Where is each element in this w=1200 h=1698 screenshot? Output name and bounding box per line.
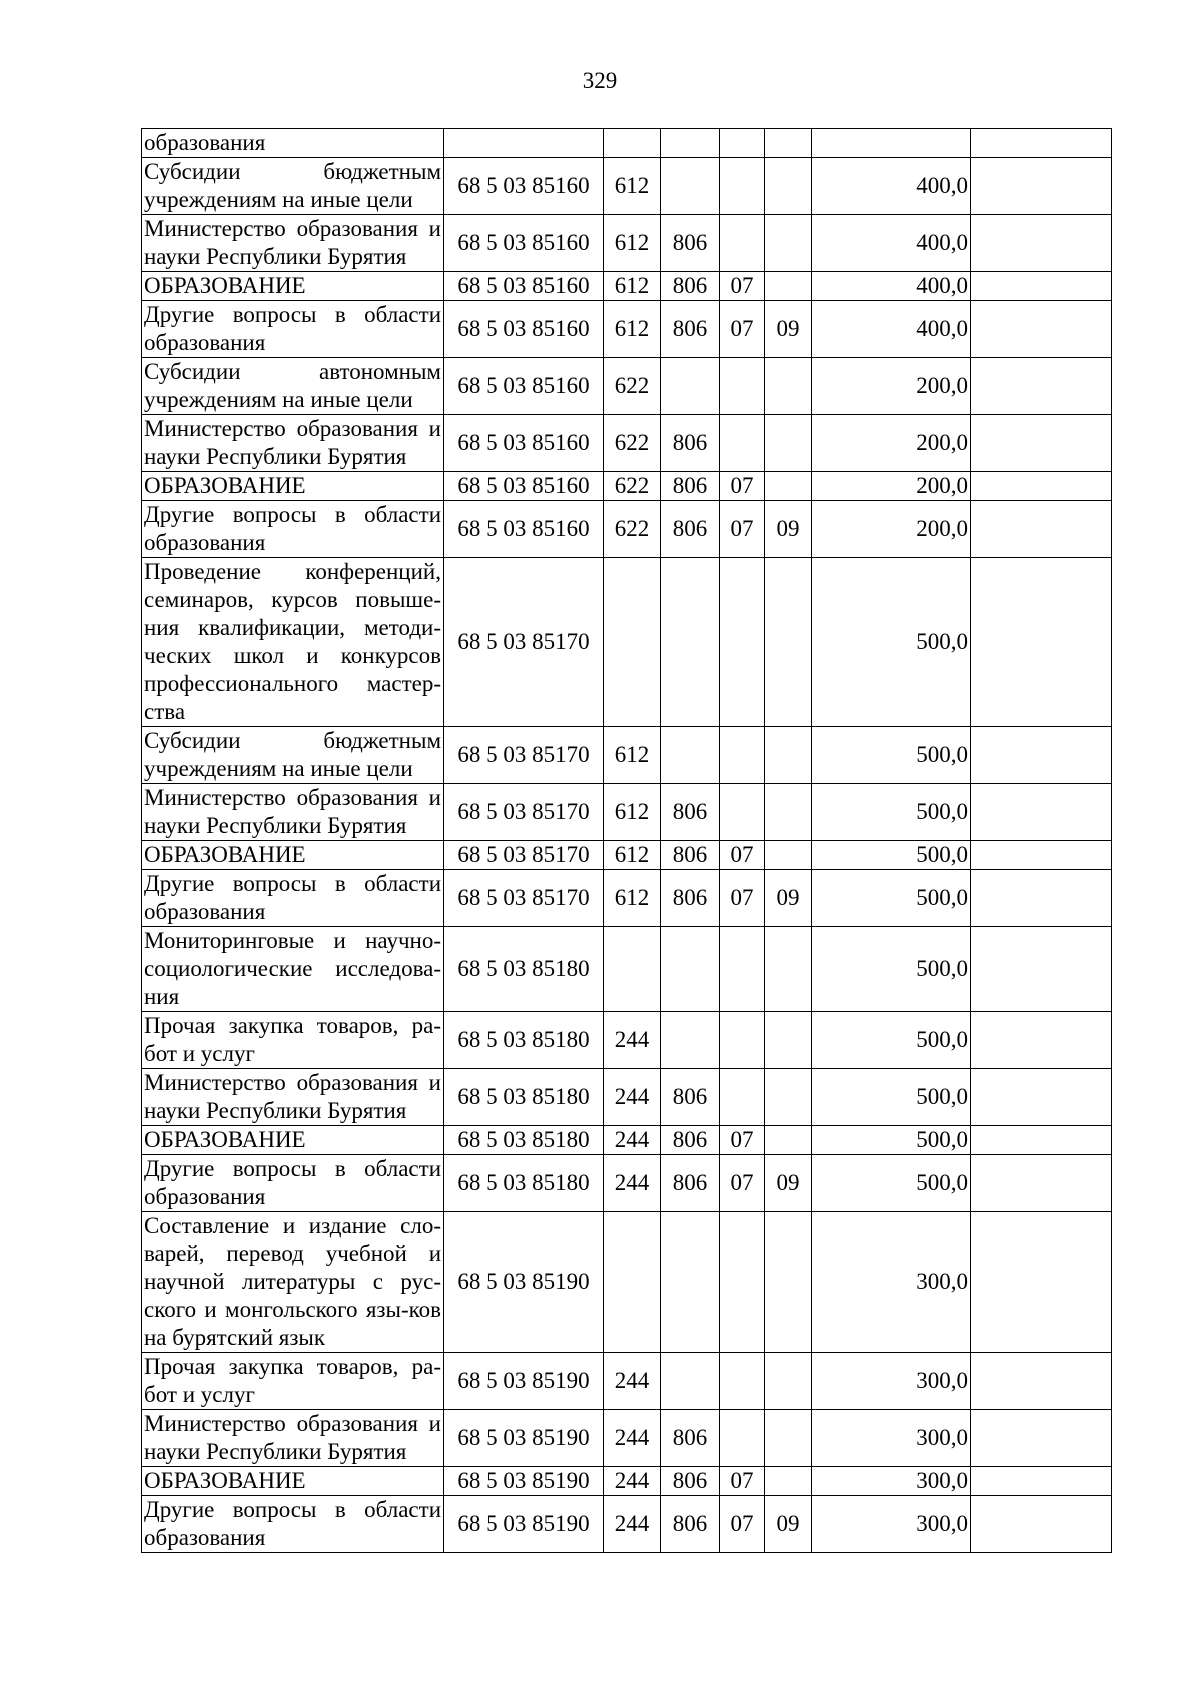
- table-row: [142, 558, 1112, 727]
- cell-subsection: [765, 1467, 812, 1496]
- cell-expense-type: 244: [604, 1353, 661, 1410]
- table-row: [142, 272, 1112, 301]
- cell-code: 68 5 03 85180: [444, 1155, 604, 1212]
- cell-ministry: 806: [661, 1069, 720, 1126]
- cell-code: 68 5 03 85160: [444, 472, 604, 501]
- cell-code: 68 5 03 85160: [444, 358, 604, 415]
- cell-ministry: [661, 129, 720, 158]
- table-row: [142, 1212, 1112, 1353]
- cell-code: 68 5 03 85190: [444, 1496, 604, 1553]
- cell-code: 68 5 03 85160: [444, 301, 604, 358]
- cell-code: 68 5 03 85160: [444, 501, 604, 558]
- cell-empty: [971, 1155, 1112, 1212]
- cell-expense-type: [604, 1212, 661, 1353]
- table-row: [142, 501, 1112, 558]
- cell-name: Составление и издание сло-варей, перевод учебной и научной литературы с рус-ского и монгольского язы-ков на бурятский язык: [142, 1212, 444, 1353]
- cell-section: [720, 1069, 765, 1126]
- cell-expense-type: 244: [604, 1126, 661, 1155]
- cell-name: Министерство образования и науки Республики Бурятия: [142, 415, 444, 472]
- cell-amount: 400,0: [812, 272, 971, 301]
- cell-empty: [971, 1496, 1112, 1553]
- cell-expense-type: 622: [604, 415, 661, 472]
- table-row: [142, 158, 1112, 215]
- cell-amount: 500,0: [812, 927, 971, 1012]
- cell-subsection: 09: [765, 1155, 812, 1212]
- cell-amount: 300,0: [812, 1496, 971, 1553]
- cell-subsection: [765, 158, 812, 215]
- cell-amount: 400,0: [812, 158, 971, 215]
- cell-name: Министерство образования и науки Республики Бурятия: [142, 784, 444, 841]
- cell-amount: 500,0: [812, 1012, 971, 1069]
- cell-section: 07: [720, 501, 765, 558]
- cell-amount: 500,0: [812, 1126, 971, 1155]
- cell-ministry: 806: [661, 841, 720, 870]
- table-row: [142, 1353, 1112, 1410]
- cell-subsection: [765, 558, 812, 727]
- cell-section: [720, 727, 765, 784]
- cell-subsection: [765, 1212, 812, 1353]
- cell-ministry: 806: [661, 784, 720, 841]
- cell-subsection: 09: [765, 501, 812, 558]
- cell-subsection: [765, 841, 812, 870]
- cell-ministry: [661, 1012, 720, 1069]
- cell-expense-type: 622: [604, 472, 661, 501]
- cell-name: ОБРАЗОВАНИЕ: [142, 841, 444, 870]
- cell-name: Прочая закупка товаров, ра-бот и услуг: [142, 1012, 444, 1069]
- cell-code: 68 5 03 85160: [444, 158, 604, 215]
- cell-ministry: [661, 558, 720, 727]
- cell-empty: [971, 358, 1112, 415]
- table-row: [142, 1467, 1112, 1496]
- cell-amount: 300,0: [812, 1410, 971, 1467]
- cell-section: [720, 1410, 765, 1467]
- cell-name: Мониторинговые и научно-социологические исследова-ния: [142, 927, 444, 1012]
- cell-code: 68 5 03 85180: [444, 1126, 604, 1155]
- table-row: [142, 727, 1112, 784]
- cell-ministry: [661, 727, 720, 784]
- table-row: [142, 301, 1112, 358]
- cell-section: [720, 129, 765, 158]
- table-row: [142, 1069, 1112, 1126]
- cell-name: ОБРАЗОВАНИЕ: [142, 272, 444, 301]
- cell-empty: [971, 301, 1112, 358]
- cell-code: 68 5 03 85160: [444, 215, 604, 272]
- cell-amount: 200,0: [812, 501, 971, 558]
- cell-code: 68 5 03 85190: [444, 1410, 604, 1467]
- cell-expense-type: 612: [604, 841, 661, 870]
- cell-empty: [971, 272, 1112, 301]
- table-row: [142, 784, 1112, 841]
- cell-code: 68 5 03 85170: [444, 784, 604, 841]
- cell-ministry: 806: [661, 1410, 720, 1467]
- cell-empty: [971, 415, 1112, 472]
- table-row: [142, 129, 1112, 158]
- cell-expense-type: [604, 129, 661, 158]
- page-number: 329: [582, 68, 618, 93]
- cell-subsection: [765, 1410, 812, 1467]
- cell-ministry: 806: [661, 1155, 720, 1212]
- cell-ministry: [661, 1212, 720, 1353]
- cell-name: Другие вопросы в области образования: [142, 301, 444, 358]
- cell-expense-type: 612: [604, 215, 661, 272]
- cell-empty: [971, 158, 1112, 215]
- cell-expense-type: 622: [604, 358, 661, 415]
- cell-section: 07: [720, 1155, 765, 1212]
- cell-subsection: [765, 215, 812, 272]
- cell-code: 68 5 03 85170: [444, 727, 604, 784]
- cell-ministry: 806: [661, 415, 720, 472]
- cell-ministry: 806: [661, 215, 720, 272]
- cell-section: 07: [720, 272, 765, 301]
- cell-code: 68 5 03 85160: [444, 415, 604, 472]
- table-row: [142, 1155, 1112, 1212]
- cell-ministry: [661, 358, 720, 415]
- cell-ministry: [661, 927, 720, 1012]
- cell-expense-type: 622: [604, 501, 661, 558]
- cell-amount: 500,0: [812, 1069, 971, 1126]
- cell-expense-type: 244: [604, 1069, 661, 1126]
- table-row: [142, 870, 1112, 927]
- cell-subsection: [765, 1353, 812, 1410]
- cell-empty: [971, 1212, 1112, 1353]
- table-row: [142, 1410, 1112, 1467]
- cell-name: Другие вопросы в области образования: [142, 1155, 444, 1212]
- cell-subsection: [765, 784, 812, 841]
- cell-amount: 300,0: [812, 1212, 971, 1353]
- cell-ministry: 806: [661, 501, 720, 558]
- cell-expense-type: 612: [604, 158, 661, 215]
- cell-subsection: 09: [765, 1496, 812, 1553]
- cell-ministry: 806: [661, 870, 720, 927]
- cell-name: Субсидии автономным учреждениям на иные цели: [142, 358, 444, 415]
- cell-section: [720, 1012, 765, 1069]
- cell-empty: [971, 1069, 1112, 1126]
- cell-section: [720, 158, 765, 215]
- cell-subsection: [765, 927, 812, 1012]
- table-row: [142, 927, 1112, 1012]
- cell-name: Министерство образования и науки Республики Бурятия: [142, 1410, 444, 1467]
- cell-amount: 400,0: [812, 215, 971, 272]
- cell-name: Субсидии бюджетным учреждениям на иные цели: [142, 727, 444, 784]
- cell-ministry: 806: [661, 1126, 720, 1155]
- cell-section: 07: [720, 1126, 765, 1155]
- cell-empty: [971, 1353, 1112, 1410]
- cell-section: 07: [720, 841, 765, 870]
- cell-amount: 200,0: [812, 472, 971, 501]
- cell-expense-type: 612: [604, 301, 661, 358]
- cell-amount: 200,0: [812, 358, 971, 415]
- cell-name: ОБРАЗОВАНИЕ: [142, 1467, 444, 1496]
- cell-ministry: [661, 1353, 720, 1410]
- cell-expense-type: [604, 927, 661, 1012]
- cell-amount: 200,0: [812, 415, 971, 472]
- cell-section: [720, 927, 765, 1012]
- cell-subsection: [765, 1012, 812, 1069]
- cell-section: [720, 215, 765, 272]
- cell-expense-type: 612: [604, 784, 661, 841]
- cell-ministry: 806: [661, 301, 720, 358]
- cell-name: Другие вопросы в области образования: [142, 501, 444, 558]
- cell-code: [444, 129, 604, 158]
- cell-empty: [971, 927, 1112, 1012]
- cell-code: 68 5 03 85160: [444, 272, 604, 301]
- cell-expense-type: 244: [604, 1410, 661, 1467]
- cell-section: 07: [720, 301, 765, 358]
- cell-name: Министерство образования и науки Республики Бурятия: [142, 1069, 444, 1126]
- cell-name: образования: [142, 129, 444, 158]
- cell-amount: 300,0: [812, 1353, 971, 1410]
- cell-subsection: [765, 727, 812, 784]
- cell-section: [720, 358, 765, 415]
- cell-subsection: [765, 272, 812, 301]
- cell-section: [720, 784, 765, 841]
- cell-code: 68 5 03 85170: [444, 558, 604, 727]
- cell-ministry: 806: [661, 1496, 720, 1553]
- cell-amount: 400,0: [812, 301, 971, 358]
- table-row: [142, 1496, 1112, 1553]
- cell-empty: [971, 129, 1112, 158]
- cell-subsection: [765, 1069, 812, 1126]
- cell-name: ОБРАЗОВАНИЕ: [142, 472, 444, 501]
- cell-subsection: [765, 129, 812, 158]
- cell-section: [720, 1353, 765, 1410]
- cell-name: Прочая закупка товаров, ра-бот и услуг: [142, 1353, 444, 1410]
- cell-code: 68 5 03 85170: [444, 841, 604, 870]
- cell-amount: [812, 129, 971, 158]
- cell-amount: 300,0: [812, 1467, 971, 1496]
- table-row: [142, 841, 1112, 870]
- cell-expense-type: [604, 558, 661, 727]
- table-row: [142, 1126, 1112, 1155]
- table-body: [142, 129, 1112, 1553]
- cell-name: Другие вопросы в области образования: [142, 1496, 444, 1553]
- table-row: [142, 415, 1112, 472]
- cell-code: 68 5 03 85180: [444, 1069, 604, 1126]
- cell-empty: [971, 558, 1112, 727]
- cell-code: 68 5 03 85190: [444, 1353, 604, 1410]
- cell-code: 68 5 03 85190: [444, 1467, 604, 1496]
- cell-empty: [971, 215, 1112, 272]
- cell-ministry: 806: [661, 272, 720, 301]
- cell-empty: [971, 870, 1112, 927]
- cell-ministry: 806: [661, 472, 720, 501]
- cell-empty: [971, 1126, 1112, 1155]
- cell-empty: [971, 501, 1112, 558]
- cell-section: [720, 415, 765, 472]
- cell-name: ОБРАЗОВАНИЕ: [142, 1126, 444, 1155]
- cell-name: Другие вопросы в области образования: [142, 870, 444, 927]
- cell-empty: [971, 1410, 1112, 1467]
- table-row: [142, 358, 1112, 415]
- cell-expense-type: 612: [604, 272, 661, 301]
- table-row: [142, 1012, 1112, 1069]
- cell-amount: 500,0: [812, 1155, 971, 1212]
- cell-expense-type: 244: [604, 1496, 661, 1553]
- cell-expense-type: 244: [604, 1467, 661, 1496]
- cell-section: [720, 558, 765, 727]
- cell-ministry: [661, 158, 720, 215]
- cell-section: 07: [720, 870, 765, 927]
- cell-subsection: [765, 415, 812, 472]
- cell-amount: 500,0: [812, 558, 971, 727]
- cell-empty: [971, 727, 1112, 784]
- cell-empty: [971, 784, 1112, 841]
- cell-code: 68 5 03 85180: [444, 1012, 604, 1069]
- cell-section: [720, 1212, 765, 1353]
- cell-name: Министерство образования и науки Республики Бурятия: [142, 215, 444, 272]
- cell-expense-type: 244: [604, 1012, 661, 1069]
- cell-section: 07: [720, 1467, 765, 1496]
- cell-code: 68 5 03 85170: [444, 870, 604, 927]
- cell-ministry: 806: [661, 1467, 720, 1496]
- cell-subsection: [765, 358, 812, 415]
- cell-subsection: [765, 1126, 812, 1155]
- cell-name: Проведение конференций, семинаров, курсов повыше-ния квалификации, методи-ческих школ и конкурсов профессионального мастер-ства: [142, 558, 444, 727]
- cell-subsection: [765, 472, 812, 501]
- cell-amount: 500,0: [812, 841, 971, 870]
- cell-subsection: 09: [765, 301, 812, 358]
- cell-empty: [971, 472, 1112, 501]
- cell-code: 68 5 03 85190: [444, 1212, 604, 1353]
- table-row: [142, 472, 1112, 501]
- cell-amount: 500,0: [812, 784, 971, 841]
- table-row: [142, 215, 1112, 272]
- cell-section: 07: [720, 1496, 765, 1553]
- cell-amount: 500,0: [812, 727, 971, 784]
- cell-expense-type: 612: [604, 870, 661, 927]
- cell-name: Субсидии бюджетным учреждениям на иные цели: [142, 158, 444, 215]
- cell-amount: 500,0: [812, 870, 971, 927]
- cell-expense-type: 612: [604, 727, 661, 784]
- cell-empty: [971, 1012, 1112, 1069]
- cell-expense-type: 244: [604, 1155, 661, 1212]
- cell-section: 07: [720, 472, 765, 501]
- cell-empty: [971, 841, 1112, 870]
- budget-table: [141, 128, 1112, 1553]
- cell-empty: [971, 1467, 1112, 1496]
- cell-code: 68 5 03 85180: [444, 927, 604, 1012]
- cell-subsection: 09: [765, 870, 812, 927]
